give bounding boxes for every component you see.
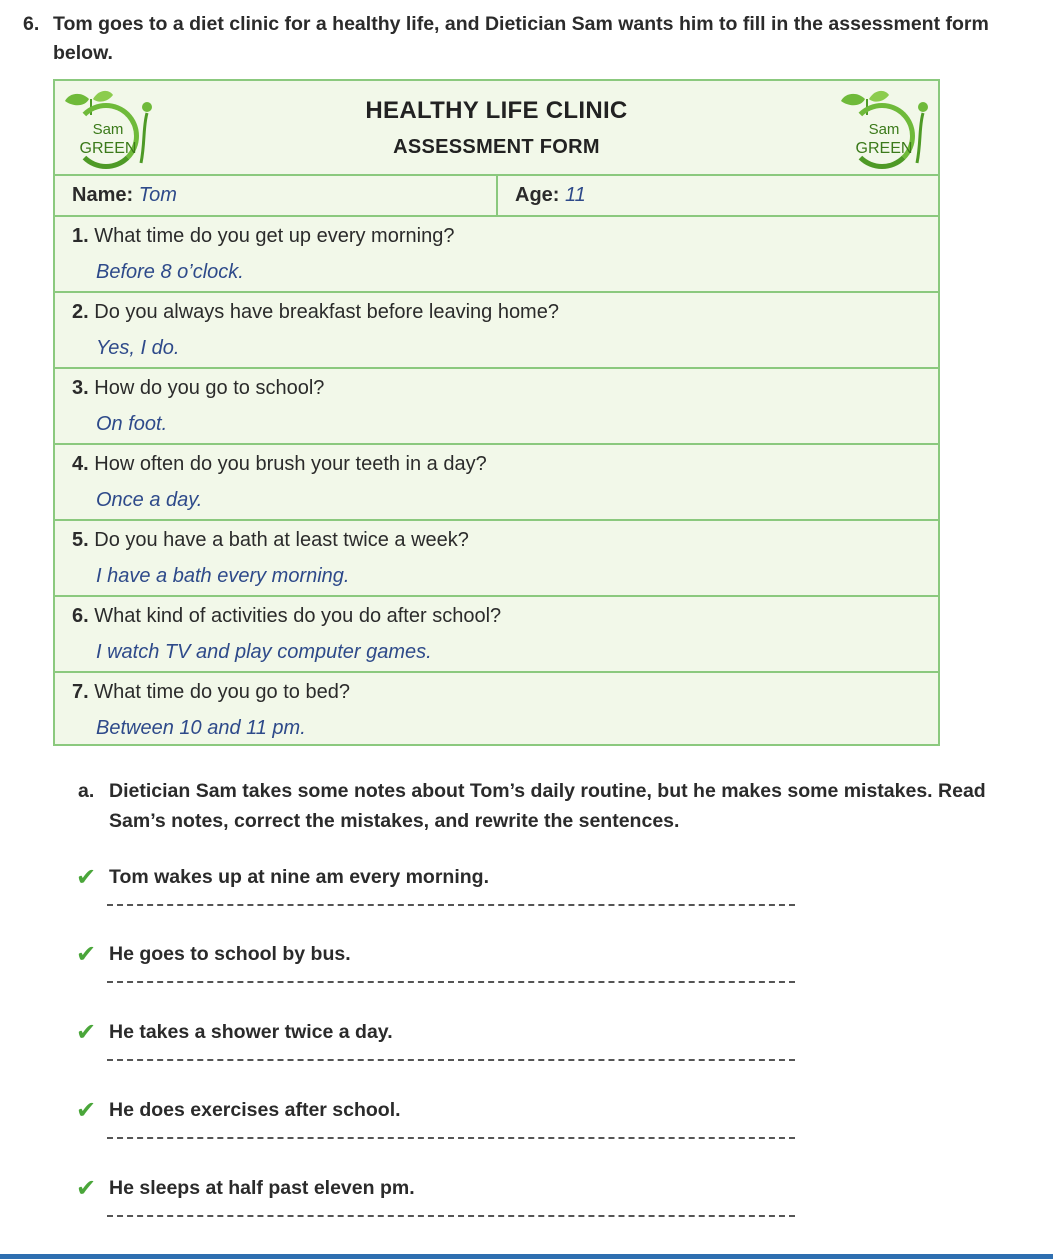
question-row [55,369,938,445]
form-header [55,81,938,176]
exercise-instruction: Tom goes to a diet clinic for a healthy life, and Dietician Sam wants him to fill in the assessment form below. [53,13,989,64]
answer-line[interactable] [107,904,795,906]
question-label: What time do you go to bed? [94,681,350,703]
check-icon: ✔ [76,1097,97,1124]
answer-text: Yes, I do. [96,337,180,359]
question-text [72,605,501,628]
task-number: a. [78,780,95,802]
question-text [72,453,487,476]
question-text [72,681,350,704]
answer-line[interactable] [107,1059,795,1061]
question-row [55,673,938,749]
form-title: HEALTHY LIFE CLINIC [365,97,628,124]
question-label: What kind of activities do you do after school? [94,605,502,627]
question-number: 1. [72,225,89,247]
age-value: 11 [565,184,586,206]
note-item [76,941,816,1011]
page-bottom-bar [0,1254,1053,1259]
question-row [55,597,938,673]
clinic-logo-right [835,87,931,173]
answer-text: Before 8 o’clock. [96,261,244,283]
logo-text-bottom: GREEN [79,140,137,157]
answer-line[interactable] [107,1137,795,1139]
task-instruction [78,776,1018,836]
question-row [55,445,938,521]
name-field [72,176,492,215]
question-number: 4. [72,453,89,475]
question-label: How often do you brush your teeth in a day? [94,453,487,475]
check-icon: ✔ [76,1019,97,1046]
question-text [72,301,559,324]
note-text: Tom wakes up at nine am every morning. [109,866,489,888]
answer-text: I watch TV and play computer games. [96,641,432,663]
note-text: He goes to school by bus. [109,943,351,965]
exercise-number: 6. [23,13,40,35]
answer-line[interactable] [107,981,795,983]
check-icon: ✔ [76,864,97,891]
note-item [76,1097,816,1167]
question-number: 3. [72,377,89,399]
assessment-form [53,79,940,746]
question-number: 7. [72,681,89,703]
answer-text: I have a bath every morning. [96,565,350,587]
logo-text-top: Sam [868,121,900,138]
question-label: How do you go to school? [94,377,325,399]
answer-text: On foot. [96,413,168,435]
question-label: What time do you get up every morning? [94,225,455,247]
question-text [72,225,454,248]
question-label: Do you always have breakfast before leaving home? [94,301,559,323]
note-text: He does exercises after school. [109,1099,401,1121]
note-item [76,864,816,934]
name-value: Tom [138,184,177,206]
task-text: Dietician Sam takes some notes about Tom’s daily routine, but he makes some mistakes. Read Sam’s notes, correct the mistakes, and rewrite the sentences. [109,780,986,832]
check-icon: ✔ [76,941,97,968]
note-text: He sleeps at half past eleven pm. [109,1177,415,1199]
answer-line[interactable] [107,1215,795,1217]
question-number: 2. [72,301,89,323]
question-row [55,521,938,597]
note-item [76,1175,816,1245]
answer-text: Once a day. [96,489,203,511]
question-row [55,217,938,293]
check-icon: ✔ [76,1175,97,1202]
answer-text: Between 10 and 11 pm. [96,717,306,739]
age-field [515,176,915,215]
question-row [55,293,938,369]
note-text: He takes a shower twice a day. [109,1021,393,1043]
logo-text-top: Sam [92,121,124,138]
question-number: 5. [72,529,89,551]
exercise-intro [23,10,1033,68]
note-item [76,1019,816,1089]
question-number: 6. [72,605,89,627]
question-text [72,377,324,400]
name-label: Name: [72,184,134,206]
question-text [72,529,469,552]
logo-text-bottom: GREEN [855,140,913,157]
form-subtitle: ASSESSMENT FORM [393,136,600,158]
question-label: Do you have a bath at least twice a week? [94,529,469,551]
age-label: Age: [515,184,560,206]
cell-divider [496,176,498,215]
patient-info-row [55,176,938,217]
